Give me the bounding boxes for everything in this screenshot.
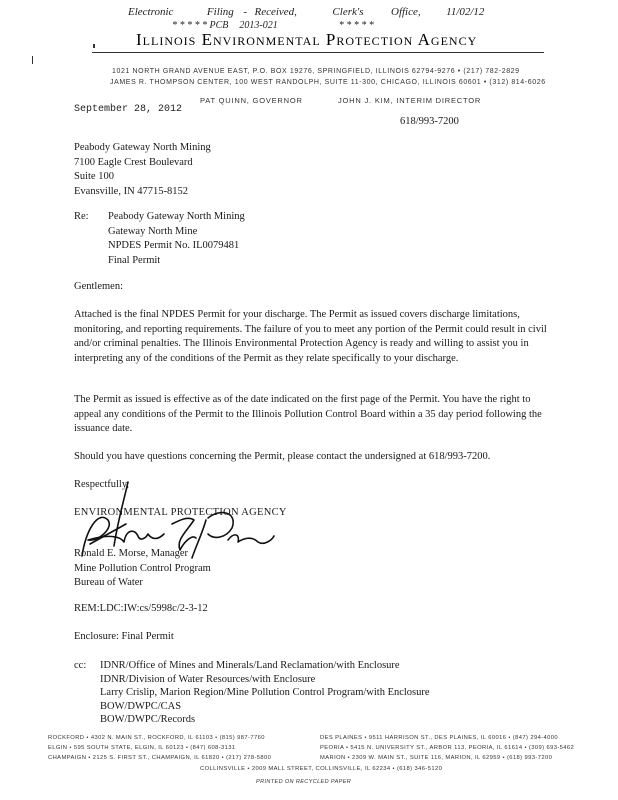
cc-item: BOW/DWPC/CAS xyxy=(100,700,182,712)
signer-name: Ronald E. Morse, Manager xyxy=(74,548,189,559)
signer-block xyxy=(74,547,211,591)
footer-office: ELGIN • 595 SOUTH STATE, ELGIN, IL 60123 • (847) 608-3131 xyxy=(48,745,236,751)
re-line: Gateway North Mine xyxy=(108,225,198,237)
signer-program: Mine Pollution Control Program xyxy=(74,562,211,574)
salutation: Gentlemen: xyxy=(74,281,123,292)
body-paragraph-3: Should you have questions concerning the Permit, please contact the undersigned at 618/993-7200. xyxy=(74,451,491,462)
cc-item: IDNR/Division of Water Resources/with Enclosure xyxy=(100,673,316,685)
re-line: NPDES Permit No. IL0079481 xyxy=(108,240,240,251)
re-line: Final Permit xyxy=(108,254,161,266)
closing: Respectfully, xyxy=(74,479,130,490)
recipient-line: Peabody Gateway North Mining xyxy=(74,142,211,153)
filing-stamp-line1: Electronic Filing - Received, Clerk's Office, 11/02/12 xyxy=(128,6,485,18)
footer-office-center: COLLINSVILLE • 2009 MALL STREET, COLLINSVILLE, IL 62234 • (618) 346-5120 xyxy=(200,766,443,772)
letter-date: September 28, 2012 xyxy=(74,104,183,115)
governor: PAT QUINN, GOVERNOR xyxy=(200,96,303,105)
recipient-address xyxy=(74,141,211,199)
cc-item: Larry Crislip, Marion Region/Mine Pollution Control Program/with Enclosure xyxy=(100,687,430,698)
footer-office: CHAMPAIGN • 2125 S. FIRST ST., CHAMPAIGN, IL 61820 • (217) 278-5800 xyxy=(48,755,272,761)
footer-offices-right xyxy=(320,733,574,763)
footer-offices-left xyxy=(48,733,271,763)
letterhead-address-2: JAMES R. THOMPSON CENTER, 100 WEST RANDOLPH, SUITE 11-300, CHICAGO, ILLINOIS 60601 • (312) 814-6026 xyxy=(110,79,546,86)
enclosure: Enclosure: Final Permit xyxy=(74,631,174,642)
scan-mark xyxy=(32,56,33,64)
re-line: Peabody Gateway North Mining xyxy=(108,211,245,222)
recipient-line: Evansville, IN 47715-8152 xyxy=(74,185,189,197)
agency-name: Illinois Environmental Protection Agency xyxy=(136,30,478,49)
cc-item: BOW/DWPC/Records xyxy=(100,714,196,725)
cc-item: IDNR/Office of Mines and Minerals/Land Reclamation/with Enclosure xyxy=(100,660,400,671)
footer-office: DES PLAINES • 9511 HARRISON ST., DES PLAINES, IL 60016 • (847) 294-4000 xyxy=(320,735,559,741)
recycled-paper-note: PRINTED ON RECYCLED PAPER xyxy=(256,779,352,785)
re-block xyxy=(108,210,245,268)
scan-mark xyxy=(93,44,95,48)
footer-office: ROCKFORD • 4302 N. MAIN ST., ROCKFORD, IL 61103 • (815) 987-7760 xyxy=(48,735,265,741)
filing-stamp-line2: * * * * * PCB 2013-021 * * * * * xyxy=(172,20,374,31)
reference-code: REM:LDC:IW:cs/5998c/2-3-12 xyxy=(74,603,208,614)
signer-bureau: Bureau of Water xyxy=(74,577,143,588)
footer-office: PEORIA • 5415 N. UNIVERSITY ST., ARBOR 113, PEORIA, IL 61614 • (309) 693-5462 xyxy=(320,745,575,751)
interim-director: JOHN J. KIM, INTERIM DIRECTOR xyxy=(338,96,482,105)
recipient-line: Suite 100 xyxy=(74,171,114,182)
recipient-line: 7100 Eagle Crest Boulevard xyxy=(74,156,193,168)
contact-phone: 618/993-7200 xyxy=(400,116,459,127)
signature-org: ENVIRONMENTAL PROTECTION AGENCY xyxy=(74,507,287,518)
footer-office: MARION • 2309 W. MAIN ST., SUITE 116, MARION, IL 62959 • (618) 993-7200 xyxy=(320,755,553,761)
cc-label: cc: xyxy=(74,660,87,671)
cc-list xyxy=(100,659,430,727)
re-label: Re: xyxy=(74,211,89,222)
body-paragraph-1: Attached is the final NPDES Permit for your discharge. The Permit as issued covers discharge limitations, monitoring, and reporting requirements. The failure of you to meet any portion of the Permit could result in civil and/or criminal penalties. The Illinois Environmental Protection Agency is ready and willing to assist you in interpreting any of the conditions of the Permit as they relate specifically to your discharge. xyxy=(74,309,547,364)
letterhead-address-1: 1021 NORTH GRAND AVENUE EAST, P.O. BOX 19276, SPRINGFIELD, ILLINOIS 62794-9276 • (217) 782-2829 xyxy=(112,68,520,75)
body-paragraph-2: The Permit as issued is effective as of the date indicated on the first page of the Permit. You have the right to appeal any conditions of the Permit to the Illinois Pollution Control Board within a 35 day period following the issuance date. xyxy=(74,394,542,434)
letterhead-rule xyxy=(92,52,544,53)
